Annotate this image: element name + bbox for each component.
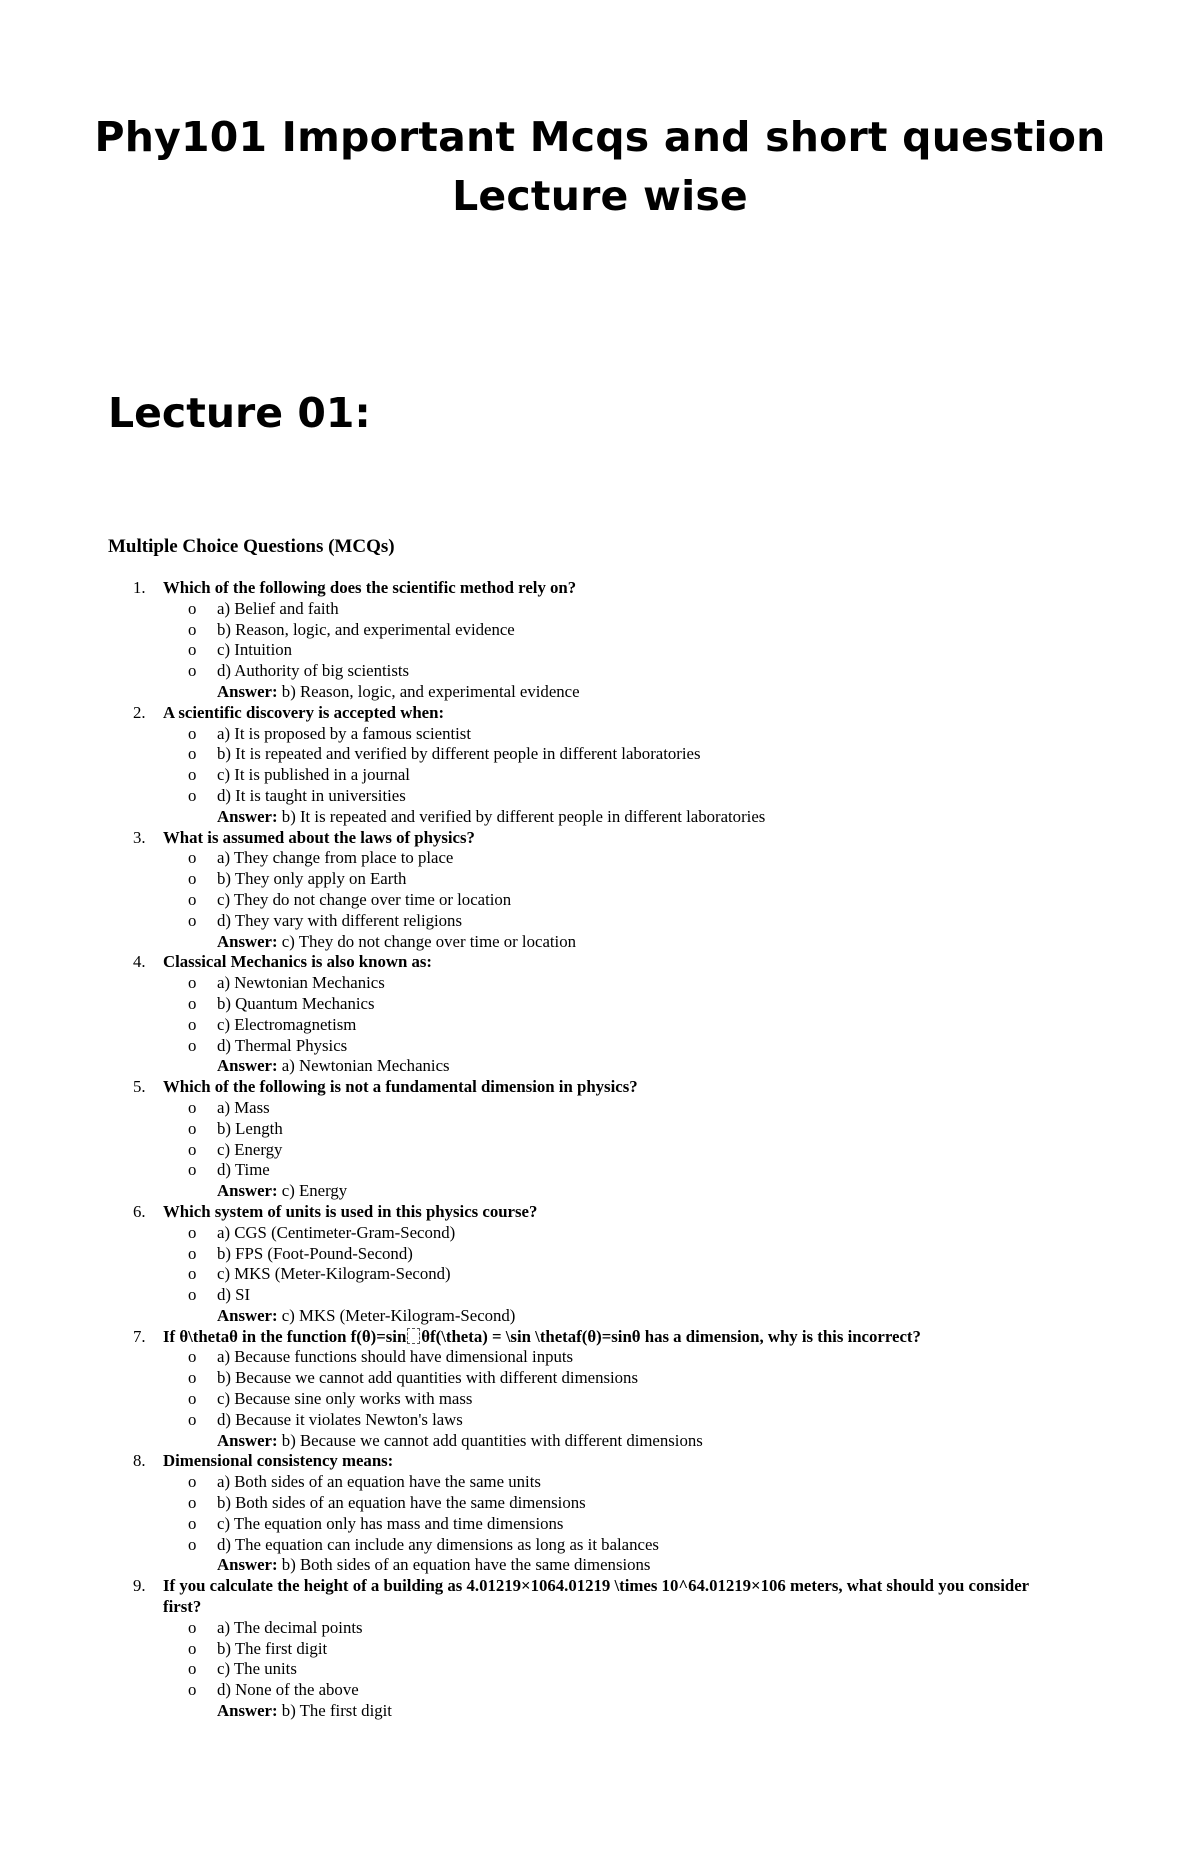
option-item — [163, 599, 1048, 620]
option-text: a) Both sides of an equation have the same units — [217, 1472, 541, 1492]
answer-label: Answer: — [217, 1555, 278, 1575]
question-text-part: If θ\thetaθ in the function f(θ)=sin — [163, 1326, 407, 1346]
formula-placeholder-icon — [407, 1328, 420, 1344]
answer-line — [163, 1555, 1048, 1576]
answer-text: c) MKS (Meter-Kilogram-Second) — [281, 1305, 516, 1325]
option-text: d) They vary with different religions — [217, 910, 462, 930]
option-item — [163, 661, 1048, 682]
bullet-icon: o — [188, 1368, 197, 1388]
option-text: b) It is repeated and verified by different people in different laboratories — [217, 744, 701, 764]
option-text: a) Belief and faith — [217, 598, 339, 618]
option-text: b) Quantum Mechanics — [217, 993, 375, 1013]
option-list — [163, 1223, 1048, 1306]
bullet-icon: o — [188, 619, 197, 639]
bullet-icon: o — [188, 744, 197, 764]
option-text: d) None of the above — [217, 1680, 359, 1700]
answer-text: b) Reason, logic, and experimental evidence — [281, 681, 580, 701]
bullet-icon: o — [188, 1409, 197, 1429]
option-text: b) Reason, logic, and experimental evidence — [217, 619, 515, 639]
question-number: 7. — [133, 1326, 146, 1346]
lecture-heading: Lecture 01: — [108, 389, 371, 437]
question-number: 4. — [133, 952, 146, 972]
bullet-icon: o — [188, 869, 197, 889]
bullet-icon: o — [188, 1472, 197, 1492]
question-number: 3. — [133, 827, 146, 847]
answer-line — [163, 932, 1048, 953]
option-item — [163, 1036, 1048, 1057]
bullet-icon: o — [188, 889, 197, 909]
option-item — [163, 1119, 1048, 1140]
bullet-icon: o — [188, 1513, 197, 1533]
option-list — [163, 973, 1048, 1056]
bullet-icon: o — [188, 1285, 197, 1305]
option-item — [163, 765, 1048, 786]
bullet-icon: o — [188, 661, 197, 681]
question-number: 1. — [133, 578, 146, 597]
option-item — [163, 1347, 1048, 1368]
answer-label: Answer: — [217, 1056, 278, 1076]
answer-label: Answer: — [217, 1430, 278, 1450]
option-item — [163, 848, 1048, 869]
option-item — [163, 869, 1048, 890]
answer-line — [163, 1701, 1048, 1722]
bullet-icon: o — [188, 1014, 197, 1034]
option-item — [163, 994, 1048, 1015]
option-text: d) The equation can include any dimensions as long as it balances — [217, 1534, 659, 1554]
question-text: Which of the following does the scientific method rely on? — [163, 578, 577, 597]
bullet-icon: o — [188, 1638, 197, 1658]
bullet-icon: o — [188, 1264, 197, 1284]
option-text: c) Electromagnetism — [217, 1014, 357, 1034]
option-list — [163, 724, 1048, 807]
bullet-icon: o — [188, 1617, 197, 1637]
mcq-question — [108, 828, 1048, 953]
option-text: d) Because it violates Newton's laws — [217, 1409, 463, 1429]
option-item — [163, 1618, 1048, 1639]
answer-text: c) They do not change over time or location — [281, 931, 576, 951]
question-text — [163, 1327, 921, 1346]
bullet-icon: o — [188, 1243, 197, 1263]
option-list — [163, 1347, 1048, 1430]
option-text: b) Length — [217, 1118, 283, 1138]
option-text: a) CGS (Centimeter-Gram-Second) — [217, 1222, 456, 1242]
mcq-question — [108, 1077, 1048, 1202]
answer-text: b) It is repeated and verified by different people in different laboratories — [281, 806, 766, 826]
bullet-icon: o — [188, 973, 197, 993]
option-text: a) They change from place to place — [217, 848, 454, 868]
answer-text: b) Both sides of an equation have the same dimensions — [281, 1555, 651, 1575]
option-item — [163, 724, 1048, 745]
option-item — [163, 1680, 1048, 1701]
question-text: If you calculate the height of a building as 4.01219×1064.01219 \times 10^64.01219×106 meters, what should you consider first? — [163, 1576, 1029, 1617]
option-item — [163, 973, 1048, 994]
option-item — [163, 1472, 1048, 1493]
bullet-icon: o — [188, 723, 197, 743]
mcq-question — [108, 703, 1048, 828]
question-text: Which of the following is not a fundamental dimension in physics? — [163, 1077, 638, 1097]
option-item — [163, 911, 1048, 932]
option-text: d) SI — [217, 1285, 251, 1305]
answer-text: a) Newtonian Mechanics — [281, 1056, 450, 1076]
question-number: 8. — [133, 1451, 146, 1471]
option-item — [163, 1244, 1048, 1265]
question-text: Which system of units is used in this physics course? — [163, 1201, 538, 1221]
bullet-icon: o — [188, 598, 197, 618]
option-item — [163, 1410, 1048, 1431]
bullet-icon: o — [188, 1035, 197, 1055]
option-text: a) Mass — [217, 1097, 270, 1117]
option-text: c) The units — [217, 1659, 297, 1679]
mcq-question — [108, 578, 1048, 703]
option-text: c) The equation only has mass and time dimensions — [217, 1513, 564, 1533]
option-item — [163, 620, 1048, 641]
bullet-icon: o — [188, 640, 197, 660]
mcq-list — [108, 578, 1048, 1722]
option-text: c) MKS (Meter-Kilogram-Second) — [217, 1264, 451, 1284]
option-item — [163, 786, 1048, 807]
option-item — [163, 640, 1048, 661]
section-heading: Multiple Choice Questions (MCQs) — [108, 536, 395, 557]
answer-text: b) The first digit — [281, 1701, 392, 1721]
answer-line — [163, 1431, 1048, 1452]
bullet-icon: o — [188, 910, 197, 930]
option-item — [163, 1015, 1048, 1036]
option-text: b) Both sides of an equation have the same dimensions — [217, 1493, 586, 1513]
option-text: d) Authority of big scientists — [217, 661, 410, 681]
bullet-icon: o — [188, 1493, 197, 1513]
option-text: a) Because functions should have dimensional inputs — [217, 1347, 574, 1367]
answer-line — [163, 1306, 1048, 1327]
answer-label: Answer: — [217, 681, 278, 701]
option-text: c) Energy — [217, 1139, 283, 1159]
answer-text: c) Energy — [281, 1181, 348, 1201]
option-item — [163, 1659, 1048, 1680]
bullet-icon: o — [188, 1222, 197, 1242]
option-text: c) Intuition — [217, 640, 293, 660]
option-list — [163, 1618, 1048, 1701]
option-list — [163, 1098, 1048, 1181]
bullet-icon: o — [188, 1389, 197, 1409]
option-text: d) Thermal Physics — [217, 1035, 348, 1055]
option-text: b) Because we cannot add quantities with different dimensions — [217, 1368, 638, 1388]
option-item — [163, 744, 1048, 765]
bullet-icon: o — [188, 1680, 197, 1700]
question-number: 5. — [133, 1077, 146, 1097]
answer-label: Answer: — [217, 1701, 278, 1721]
mcq-question — [108, 1202, 1048, 1327]
option-item — [163, 1160, 1048, 1181]
option-text: b) They only apply on Earth — [217, 869, 407, 889]
option-text: a) Newtonian Mechanics — [217, 973, 385, 993]
option-text: d) Time — [217, 1160, 270, 1180]
answer-text: b) Because we cannot add quantities with different dimensions — [281, 1430, 703, 1450]
document-title — [60, 108, 1140, 226]
option-text: c) It is published in a journal — [217, 765, 410, 785]
option-item — [163, 1389, 1048, 1410]
bullet-icon: o — [188, 1118, 197, 1138]
answer-line — [163, 1181, 1048, 1202]
option-item — [163, 1140, 1048, 1161]
question-number: 2. — [133, 702, 146, 722]
option-item — [163, 1514, 1048, 1535]
bullet-icon: o — [188, 1139, 197, 1159]
mcq-question — [108, 1576, 1048, 1722]
answer-line — [163, 682, 1048, 703]
title-line-1: Phy101 Important Mcqs and short question — [94, 113, 1106, 161]
option-text: d) It is taught in universities — [217, 785, 406, 805]
option-item — [163, 1264, 1048, 1285]
option-text: a) It is proposed by a famous scientist — [217, 723, 471, 743]
option-item — [163, 1493, 1048, 1514]
option-list — [163, 848, 1048, 931]
bullet-icon: o — [188, 1347, 197, 1367]
answer-label: Answer: — [217, 1181, 278, 1201]
question-text: What is assumed about the laws of physics? — [163, 827, 475, 847]
answer-label: Answer: — [217, 931, 278, 951]
question-number: 6. — [133, 1201, 146, 1221]
option-list — [163, 599, 1048, 682]
option-item — [163, 1639, 1048, 1660]
option-item — [163, 1098, 1048, 1119]
bullet-icon: o — [188, 1097, 197, 1117]
option-list — [163, 1472, 1048, 1555]
option-text: a) The decimal points — [217, 1617, 363, 1637]
option-text: b) FPS (Foot-Pound-Second) — [217, 1243, 413, 1263]
mcq-question — [108, 1327, 1048, 1452]
answer-label: Answer: — [217, 1305, 278, 1325]
option-text: c) They do not change over time or location — [217, 889, 512, 909]
mcq-question — [108, 1451, 1048, 1576]
question-text: A scientific discovery is accepted when: — [163, 702, 445, 722]
bullet-icon: o — [188, 848, 197, 868]
answer-label: Answer: — [217, 806, 278, 826]
bullet-icon: o — [188, 1160, 197, 1180]
option-item — [163, 1285, 1048, 1306]
bullet-icon: o — [188, 765, 197, 785]
mcq-question — [108, 952, 1048, 1077]
question-number: 9. — [133, 1576, 146, 1596]
bullet-icon: o — [188, 1534, 197, 1554]
option-item — [163, 890, 1048, 911]
option-item — [163, 1368, 1048, 1389]
answer-line — [163, 1056, 1048, 1077]
bullet-icon: o — [188, 993, 197, 1013]
bullet-icon: o — [188, 1659, 197, 1679]
option-item — [163, 1223, 1048, 1244]
question-text: Dimensional consistency means: — [163, 1451, 394, 1471]
answer-line — [163, 807, 1048, 828]
option-text: c) Because sine only works with mass — [217, 1389, 473, 1409]
bullet-icon: o — [188, 785, 197, 805]
question-text-part: θf(\theta) = \sin \thetaf(θ)=sinθ has a dimension, why is this incorrect? — [421, 1326, 921, 1346]
title-line-2: Lecture wise — [452, 172, 748, 220]
option-text: b) The first digit — [217, 1638, 328, 1658]
option-item — [163, 1535, 1048, 1556]
question-text: Classical Mechanics is also known as: — [163, 952, 432, 972]
